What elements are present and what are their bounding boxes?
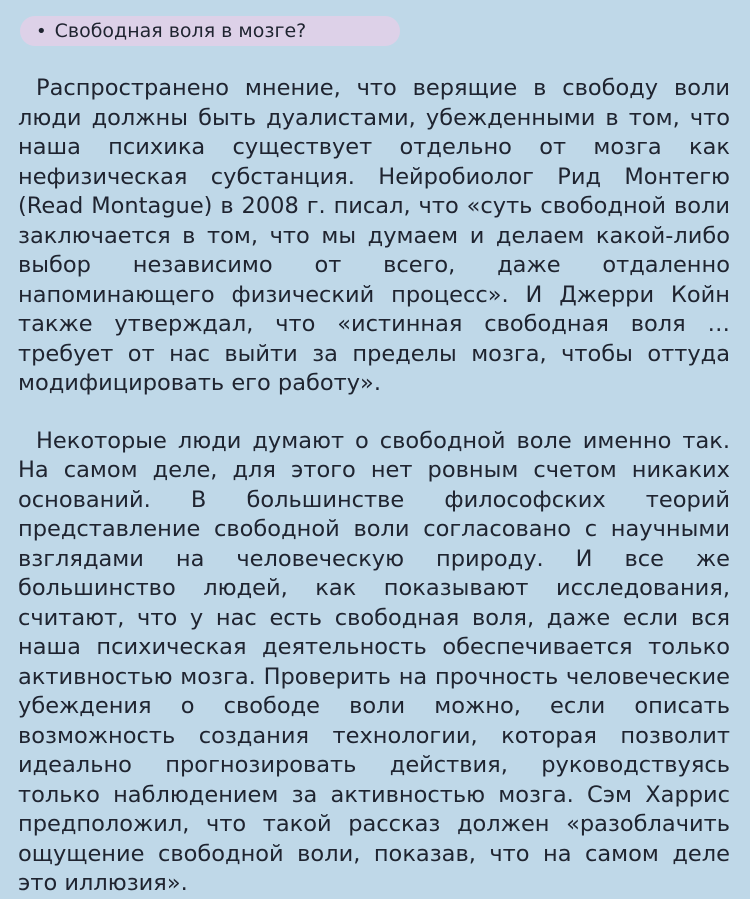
article-body <box>18 74 730 899</box>
bullet-icon: • <box>36 20 47 42</box>
section-heading <box>20 16 400 46</box>
section-title: Свободная воля в мозге? <box>54 20 307 42</box>
paragraph-1: Распространено мнение, что верящие в свободу воли люди должны быть дуалистами, убежденными в том, что наша психика существует отдельно от мозга как нефизическая субстанция. Нейробиолог Рид Монтегю (Read Montague) в 2008 г. писал, что «суть свободной воли заключается в том, что мы думаем и делаем какой-либо выбор независимо от всего, даже отдаленно напоминающего физический процесс». И Джерри Койн также утверждал, что «истинная свободная воля … требует от нас выйти за пределы мозга, чтобы оттуда модифицировать его работу». <box>18 75 730 396</box>
paragraph-2: Некоторые люди думают о свободной воле именно так. На самом деле, для этого нет ровным счетом никаких оснований. В большинстве философских теорий представление свободной воли согласовано с научными взглядами на человеческую природу. И все же большинство людей, как показывают исследования, считают, что у нас есть свободная воля, даже если вся наша психическая деятельность обеспечивается только активностью мозга. Проверить на прочность человеческие убеждения о свободе воли можно, если описать возможность создания технологии, которая позволит идеально прогнозировать действия, руководствуясь только наблюдением за активностью мозга. Сэм Харрис предположил, что такой рассказ должен «разоблачить ощущение свободной воли, показав, что на самом деле это иллюзия». <box>18 427 730 896</box>
